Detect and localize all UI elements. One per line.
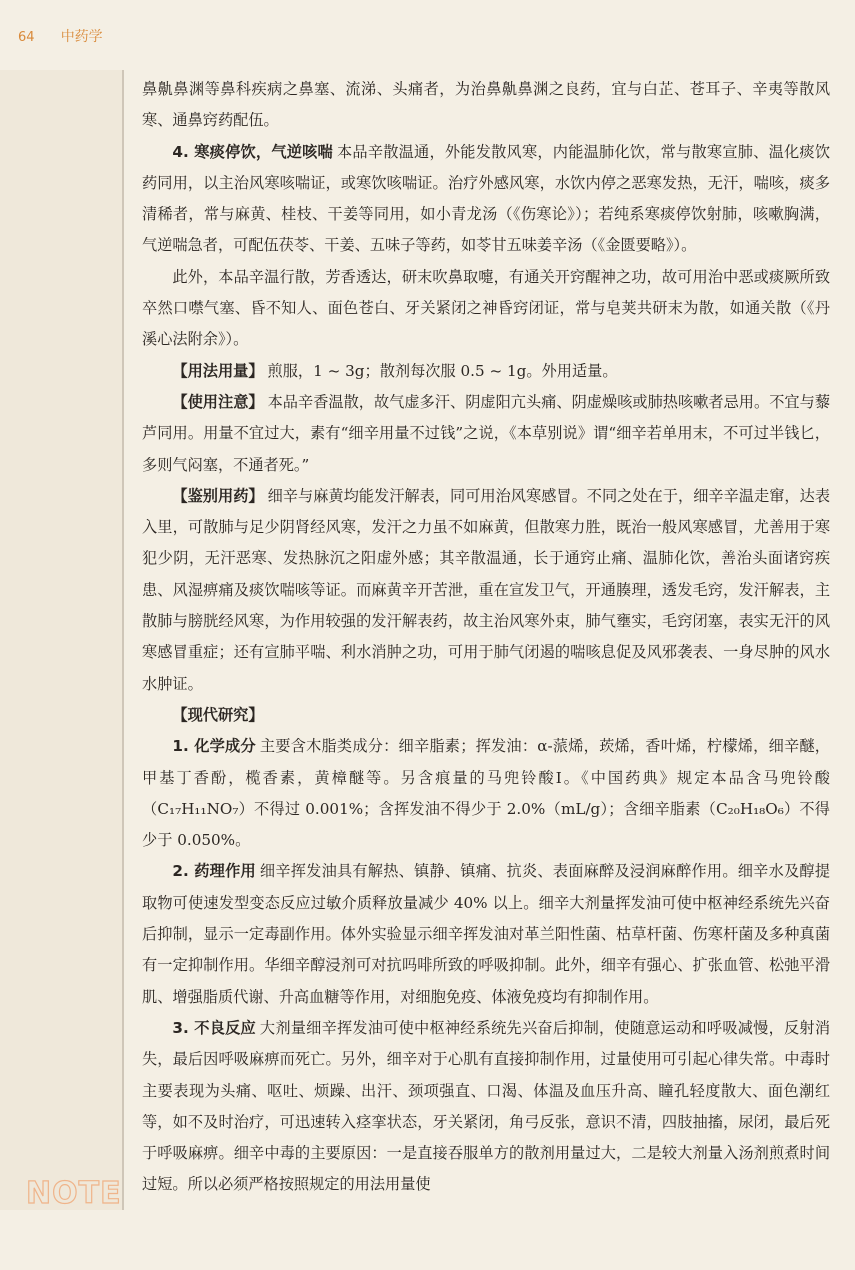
margin-rule	[122, 70, 124, 1210]
book-title: 中药学	[60, 29, 103, 45]
section-heading: 4. 寒痰停饮，气逆咳喘	[172, 142, 333, 161]
paragraph-text: 此外，本品辛温行散，芳香透达，研末吹鼻取嚏，有通关开窍醒神之功，故可用治中恶或痰厥所致卒然口噤气塞、昏不知人、面色苍白、牙关紧闭之神昏窍闭证，常与皂荚共研末为散，如通关散（《丹溪心法附余》）。	[142, 267, 830, 349]
section-heading: 3. 不良反应	[172, 1018, 256, 1037]
paragraph	[142, 74, 830, 137]
paragraph	[142, 481, 830, 700]
paragraph-text: 主要含木脂类成分：细辛脂素；挥发油：α-蒎烯，莰烯，香叶烯，柠檬烯，细辛醚，甲基丁香酚，榄香素，黄樟醚等。另含痕量的马兜铃酸Ⅰ。《中国药典》规定本品含马兜铃酸（C₁₇H₁₁NO₇）不得过 0.001%；含挥发油不得少于 2.0%（mL/g）；含细辛脂素（C₂₀H₁₈O₆）不得少于 0.050%。	[142, 737, 830, 850]
paragraph-text: 细辛与麻黄均能发汗解表，同可用治风寒感冒。不同之处在于，细辛辛温走窜，达表入里，可散肺与足少阴肾经风寒，发汗之力虽不如麻黄，但散寒力胜，既治一般风寒感冒，尤善用于寒犯少阴，无汗恶寒、发热脉沉之阳虚外感；其辛散温通，长于通窍止痛、温肺化饮，善治头面诸窍疾患、风湿痹痛及痰饮喘咳等证。而麻黄辛开苦泄，重在宣发卫气，开通腠理，透发毛窍，发汗解表，主散肺与膀胱经风寒，为作用较强的发汗解表药，故主治风寒外束，肺气壅实，毛窍闭塞，表实无汗的风寒感冒重症；还有宣肺平喘、利水消肿之功，可用于肺气闭遏的喘咳息促及风邪袭表、一身尽肿的风水水肿证。	[142, 486, 830, 693]
sidebar-band	[0, 70, 122, 1210]
section-heading: 【使用注意】	[172, 392, 264, 411]
page-body	[142, 74, 830, 1201]
paragraph	[142, 262, 830, 356]
paragraph	[142, 137, 830, 262]
paragraph-text: 大剂量细辛挥发油可使中枢神经系统先兴奋后抑制，使随意运动和呼吸减慢，反射消失，最后因呼吸麻痹而死亡。另外，细辛对于心肌有直接抑制作用，过量使用可引起心律失常。中毒时主要表现为头痛、呕吐、烦躁、出汗、颈项强直、口渴、体温及血压升高、瞳孔轻度散大、面色潮红等，如不及时治疗，可迅速转入痉挛状态，牙关紧闭，角弓反张，意识不清，四肢抽搐，尿闭，最后死于呼吸麻痹。细辛中毒的主要原因：一是直接吞服单方的散剂用量过大，二是较大剂量入汤剂煎煮时间过短。所以必须严格按照规定的用法用量使	[142, 1018, 831, 1194]
paragraph	[142, 1013, 830, 1201]
paragraph	[142, 700, 830, 731]
paragraph-text: 煎服，1 ~ 3g；散剂每次服 0.5 ~ 1g。外用适量。	[267, 361, 618, 380]
section-heading: 2. 药理作用	[172, 862, 256, 881]
paragraph	[142, 387, 830, 481]
paragraph-text: 本品辛散温通，外能发散风寒，内能温肺化饮，常与散寒宣肺、温化痰饮药同用，以主治风寒咳喘证，或寒饮咳喘证。治疗外感风寒，水饮内停之恶寒发热，无汗，喘咳，痰多清稀者，常与麻黄、桂枝、干姜等同用，如小青龙汤（《伤寒论》）；若纯系寒痰停饮射肺，咳嗽胸满，气逆喘急者，可配伍茯苓、干姜、五味子等药，如苓甘五味姜辛汤（《金匮要略》）。	[142, 142, 831, 255]
paragraph	[142, 356, 830, 387]
running-header	[18, 26, 103, 46]
section-heading: 【鉴别用药】	[172, 486, 264, 505]
paragraph-text: 细辛挥发油具有解热、镇静、镇痛、抗炎、表面麻醉及浸润麻醉作用。细辛水及醇提取物可使速发型变态反应过敏介质释放量减少 40% 以上。细辛大剂量挥发油可使中枢神经系统先兴奋后抑制，显示一定毒副作用。体外实验显示细辛挥发油对革兰阳性菌、枯草杆菌、伤寒杆菌及多种真菌有一定抑制作用。华细辛醇浸剂可对抗吗啡所致的呼吸抑制。此外，细辛有强心、扩张血管、松弛平滑肌、增强脂质代谢、升高血糖等作用，对细胞免疫、体液免疫均有抑制作用。	[142, 862, 831, 1006]
note-label: NOTE	[26, 1176, 122, 1211]
section-heading: 【用法用量】	[172, 361, 264, 380]
paragraph-text: 鼻鼽鼻渊等鼻科疾病之鼻塞、流涕、头痛者，为治鼻鼽鼻渊之良药，宜与白芷、苍耳子、辛夷等散风寒、通鼻窍药配伍。	[142, 80, 830, 130]
page-number: 64	[18, 30, 35, 45]
paragraph	[142, 856, 830, 1012]
paragraph-text: 本品辛香温散，故气虚多汗、阴虚阳亢头痛、阴虚燥咳或肺热咳嗽者忌用。不宜与藜芦同用。用量不宜过大，素有“细辛用量不过钱”之说，《本草别说》谓“细辛若单用末，不可过半钱匕，多则气闷塞，不通者死。”	[142, 392, 830, 474]
section-heading: 1. 化学成分	[172, 737, 256, 756]
paragraph	[142, 731, 830, 856]
section-heading: 【现代研究】	[172, 705, 264, 724]
